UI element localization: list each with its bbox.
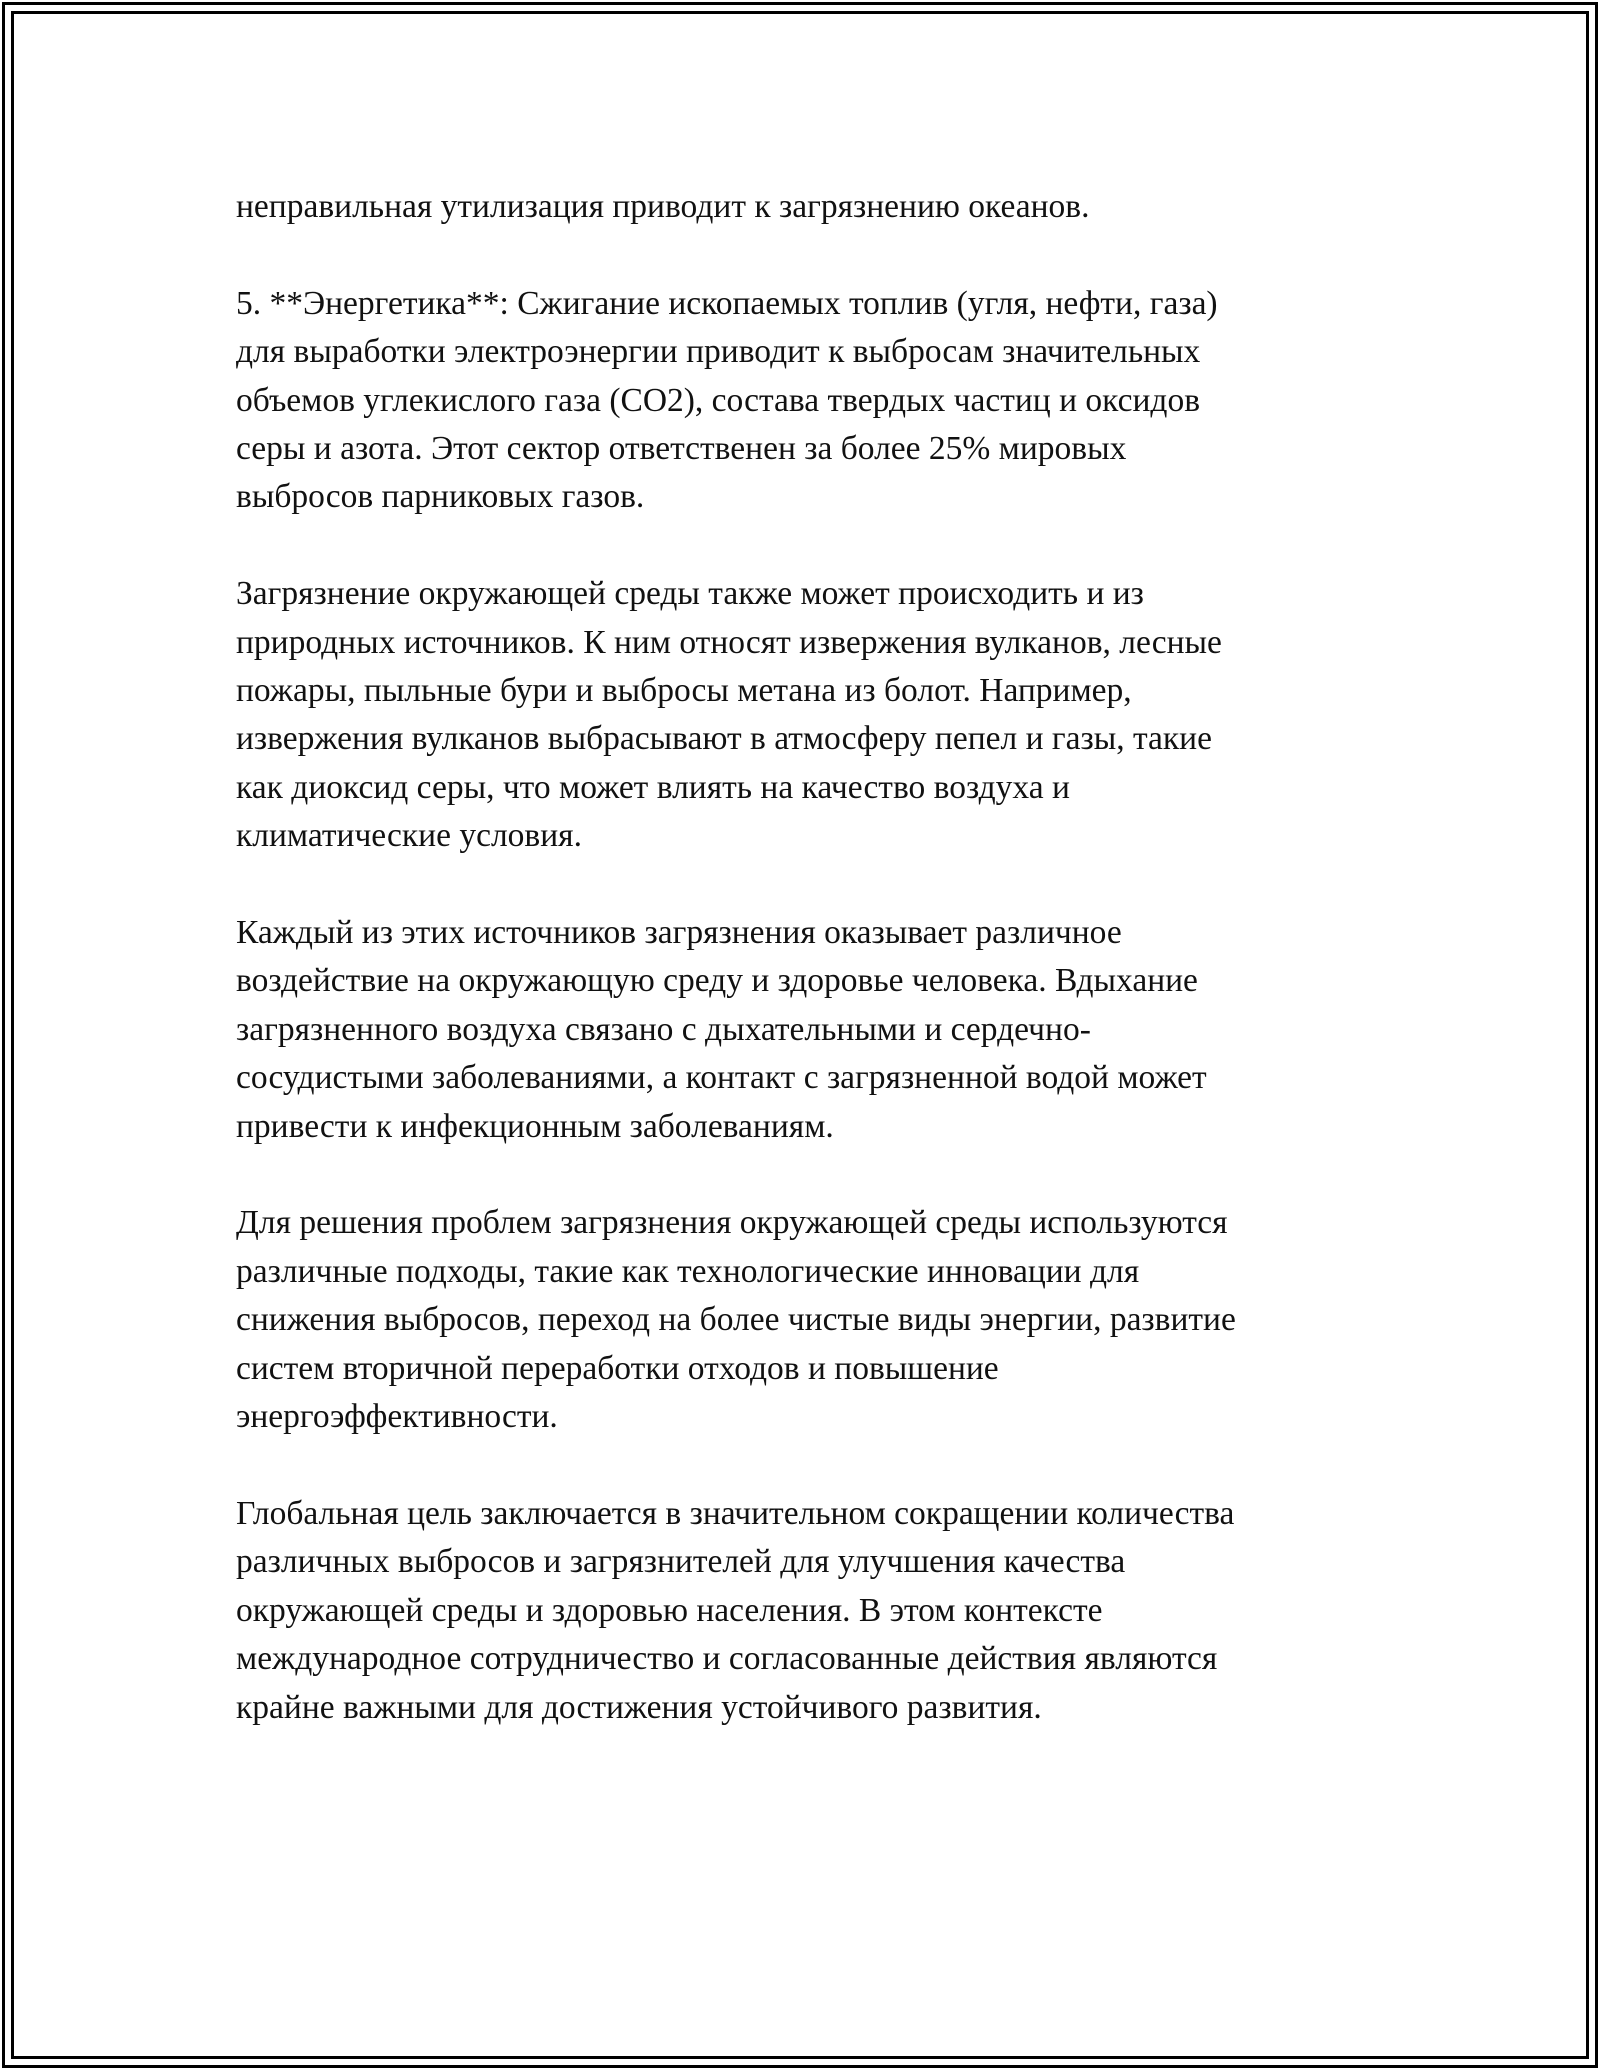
paragraph-global-goal: Глобальная цель заключается в значительном сокращении количества различных выбросов и загрязнителей для улучшения качества окружающей среды и здоровью населения. В этом контексте международное сотрудничество и согласованные действия являются крайне важными для достижения устойчивого развития.: [236, 1494, 1235, 1726]
paragraph-oceans-continuation: неправильная утилизация приводит к загрязнению океанов.: [236, 188, 1090, 225]
document-body: [236, 183, 1366, 1780]
paragraph-natural-sources: Загрязнение окружающей среды также может происходить и из природных источников. К ним относят извержения вулканов, лесные пожары, пыльные бури и выбросы метана из болот. Например, извержения вулканов выбрасывают в атмосферу пепел и газы, такие как диоксид серы, что может влиять на качество воздуха и климатические условия.: [236, 575, 1222, 855]
paragraph-energy: 5. **Энергетика**: Сжигание ископаемых топлив (угля, нефти, газа) для выработки электроэнергии приводит к выбросам значительных объемов углекислого газа (CO2), состава твердых частиц и оксидов серы и азота. Этот сектор ответственен за более 25% мировых выбросов парниковых газов.: [236, 284, 1218, 516]
paragraph-solutions: Для решения проблем загрязнения окружающей среды используются различные подходы, такие как технологические инновации для снижения выбросов, переход на более чистые виды энергии, развитие систем вторичной переработки отходов и повышение энергоэффективности.: [236, 1204, 1236, 1436]
paragraph-health-impact: Каждый из этих источников загрязнения оказывает различное воздействие на окружающую среду и здоровье человека. Вдыхание загрязненного воздуха связано с дыхательными и сердечно- сосудистыми заболеваниями, а контакт с загрязненной водой может привести к инфекционным заболеваниям.: [236, 914, 1207, 1145]
